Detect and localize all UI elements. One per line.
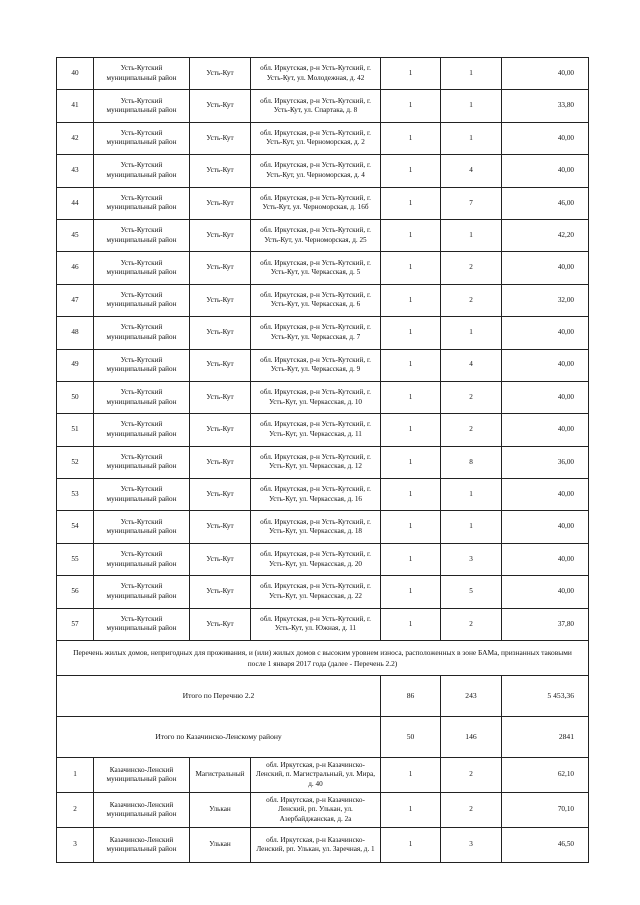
residents-count-cell: 2 (441, 758, 502, 793)
houses-count-cell: 1 (381, 58, 441, 90)
houses-count-cell: 1 (381, 252, 441, 284)
residents-count-cell: 1 (441, 479, 502, 511)
district-cell: Усть-Кутский муниципальный район (94, 219, 190, 251)
residents-count-cell: 2 (441, 252, 502, 284)
district-cell: Усть-Кутский муниципальный район (94, 284, 190, 316)
area-cell: 40,00 (502, 543, 589, 575)
residents-count-cell: 8 (441, 446, 502, 478)
area-cell: 70,10 (502, 793, 589, 828)
residents-count-cell: 1 (441, 122, 502, 154)
district-cell: Усть-Кутский муниципальный район (94, 543, 190, 575)
settlement-cell: Усть-Кут (190, 381, 251, 413)
area-cell: 46,50 (502, 828, 589, 863)
district-cell: Казачинско-Ленский муниципальный район (94, 828, 190, 863)
table-row (57, 284, 589, 316)
residents-count-cell: 1 (441, 90, 502, 122)
area-cell: 33,80 (502, 90, 589, 122)
area-cell: 40,00 (502, 252, 589, 284)
district-cell: Усть-Кутский муниципальный район (94, 576, 190, 608)
table-row (57, 122, 589, 154)
row-number: 47 (57, 284, 94, 316)
residents-count-cell: 7 (441, 187, 502, 219)
total-label: Итого по Перечню 2.2 (57, 676, 381, 717)
settlement-cell: Усть-Кут (190, 58, 251, 90)
row-number: 41 (57, 90, 94, 122)
district-cell: Усть-Кутский муниципальный район (94, 155, 190, 187)
list-total-row (57, 676, 589, 717)
table-row (57, 155, 589, 187)
settlement-cell: Усть-Кут (190, 187, 251, 219)
table-row (57, 381, 589, 413)
address-cell: обл. Иркутская, р-н Казачинско-Ленский, рп. Улькан, ул. Азербайджанская, д. 2а (251, 793, 381, 828)
residents-count-cell: 2 (441, 793, 502, 828)
address-cell: обл. Иркутская, р-н Усть-Кутский, г. Усть-Кут, ул. Черкасская, д. 18 (251, 511, 381, 543)
houses-count-cell: 1 (381, 90, 441, 122)
address-cell: обл. Иркутская, р-н Казачинско-Ленский, рп. Улькан, ул. Заречная, д. 1 (251, 828, 381, 863)
residents-count-cell: 1 (441, 58, 502, 90)
houses-count-cell: 1 (381, 511, 441, 543)
row-number: 1 (57, 758, 94, 793)
houses-count-cell: 1 (381, 479, 441, 511)
area-cell: 40,00 (502, 317, 589, 349)
table-row (57, 446, 589, 478)
district-cell: Усть-Кутский муниципальный район (94, 511, 190, 543)
houses-count-cell: 1 (381, 219, 441, 251)
residents-count-cell: 1 (441, 317, 502, 349)
area-cell: 62,10 (502, 758, 589, 793)
address-cell: обл. Иркутская, р-н Усть-Кутский, г. Усть-Кут, ул. Черноморская, д. 16б (251, 187, 381, 219)
row-number: 43 (57, 155, 94, 187)
address-cell: обл. Иркутская, р-н Усть-Кутский, г. Усть-Кут, ул. Черкасская, д. 6 (251, 284, 381, 316)
address-cell: обл. Иркутская, р-н Усть-Кутский, г. Усть-Кут, ул. Черкасская, д. 9 (251, 349, 381, 381)
address-cell: обл. Иркутская, р-н Усть-Кутский, г. Усть-Кут, ул. Молодежная, д. 42 (251, 58, 381, 90)
table-row (57, 793, 589, 828)
houses-count-cell: 1 (381, 317, 441, 349)
row-number: 50 (57, 381, 94, 413)
row-number: 42 (57, 122, 94, 154)
area-cell: 40,00 (502, 58, 589, 90)
address-cell: обл. Иркутская, р-н Усть-Кутский, г. Усть-Кут, ул. Черкасская, д. 16 (251, 479, 381, 511)
address-cell: обл. Иркутская, р-н Усть-Кутский, г. Усть-Кут, ул. Черкасская, д. 7 (251, 317, 381, 349)
district-cell: Усть-Кутский муниципальный район (94, 122, 190, 154)
houses-count-cell: 1 (381, 155, 441, 187)
row-number: 40 (57, 58, 94, 90)
settlement-cell: Усть-Кут (190, 284, 251, 316)
total-label: Итого по Казачинско-Ленскому району (57, 717, 381, 758)
address-cell: обл. Иркутская, р-н Усть-Кутский, г. Усть-Кут, ул. Спартака, д. 8 (251, 90, 381, 122)
table-row (57, 219, 589, 251)
houses-count-cell: 1 (381, 758, 441, 793)
area-cell: 40,00 (502, 511, 589, 543)
section-note-row (57, 641, 589, 676)
houses-count-cell: 1 (381, 187, 441, 219)
row-number: 51 (57, 414, 94, 446)
area-cell: 40,00 (502, 155, 589, 187)
table-row (57, 187, 589, 219)
district-cell: Казачинско-Ленский муниципальный район (94, 793, 190, 828)
houses-count-cell: 1 (381, 828, 441, 863)
table-row (57, 317, 589, 349)
settlement-cell: Усть-Кут (190, 317, 251, 349)
residents-count-cell: 4 (441, 155, 502, 187)
district-cell: Усть-Кутский муниципальный район (94, 414, 190, 446)
residents-count-cell: 1 (441, 511, 502, 543)
settlement-cell: Усть-Кут (190, 608, 251, 640)
total-houses: 50 (381, 717, 441, 758)
table-body (57, 58, 589, 863)
area-cell: 40,00 (502, 576, 589, 608)
area-cell: 36,00 (502, 446, 589, 478)
row-number: 57 (57, 608, 94, 640)
area-cell: 46,00 (502, 187, 589, 219)
settlement-cell: Усть-Кут (190, 414, 251, 446)
area-cell: 40,00 (502, 381, 589, 413)
district-cell: Усть-Кутский муниципальный район (94, 58, 190, 90)
row-number: 2 (57, 793, 94, 828)
settlement-cell: Усть-Кут (190, 219, 251, 251)
district-cell: Казачинско-Ленский муниципальный район (94, 758, 190, 793)
settlement-cell: Улькан (190, 828, 251, 863)
table-row (57, 576, 589, 608)
district-cell: Усть-Кутский муниципальный район (94, 349, 190, 381)
table-row (57, 349, 589, 381)
table-row (57, 479, 589, 511)
settlement-cell: Усть-Кут (190, 479, 251, 511)
district-cell: Усть-Кутский муниципальный район (94, 446, 190, 478)
total-residents: 146 (441, 717, 502, 758)
area-cell: 40,00 (502, 349, 589, 381)
settlement-cell: Усть-Кут (190, 252, 251, 284)
address-cell: обл. Иркутская, р-н Усть-Кутский, г. Усть-Кут, ул. Южная, д. 11 (251, 608, 381, 640)
district-total-row (57, 717, 589, 758)
residents-count-cell: 1 (441, 219, 502, 251)
row-number: 54 (57, 511, 94, 543)
houses-count-cell: 1 (381, 122, 441, 154)
houses-count-cell: 1 (381, 608, 441, 640)
houses-count-cell: 1 (381, 793, 441, 828)
area-cell: 40,00 (502, 414, 589, 446)
area-cell: 32,00 (502, 284, 589, 316)
section-note: Перечень жилых домов, непригодных для проживания, и (или) жилых домов с высоким уровнем износа, расположенных в зоне БАМа, признанных таковыми после 1 января 2017 года (далее - Перечень 2.2) (57, 641, 589, 676)
district-cell: Усть-Кутский муниципальный район (94, 317, 190, 349)
address-cell: обл. Иркутская, р-н Усть-Кутский, г. Усть-Кут, ул. Черкасская, д. 11 (251, 414, 381, 446)
row-number: 53 (57, 479, 94, 511)
total-area: 2841 (502, 717, 589, 758)
table-row (57, 543, 589, 575)
area-cell: 42,20 (502, 219, 589, 251)
row-number: 49 (57, 349, 94, 381)
total-area: 5 453,36 (502, 676, 589, 717)
settlement-cell: Усть-Кут (190, 90, 251, 122)
settlement-cell: Магистральный (190, 758, 251, 793)
residents-count-cell: 3 (441, 543, 502, 575)
residents-count-cell: 2 (441, 381, 502, 413)
row-number: 48 (57, 317, 94, 349)
residents-count-cell: 3 (441, 828, 502, 863)
table-row (57, 252, 589, 284)
settlement-cell: Усть-Кут (190, 576, 251, 608)
row-number: 52 (57, 446, 94, 478)
houses-count-cell: 1 (381, 576, 441, 608)
address-cell: обл. Иркутская, р-н Усть-Кутский, г. Усть-Кут, ул. Черкасская, д. 5 (251, 252, 381, 284)
table-row (57, 828, 589, 863)
address-cell: обл. Иркутская, р-н Усть-Кутский, г. Усть-Кут, ул. Черкасская, д. 22 (251, 576, 381, 608)
district-cell: Усть-Кутский муниципальный район (94, 187, 190, 219)
settlement-cell: Усть-Кут (190, 122, 251, 154)
address-cell: обл. Иркутская, р-н Усть-Кутский, г. Усть-Кут, ул. Черкасская, д. 10 (251, 381, 381, 413)
houses-count-cell: 1 (381, 349, 441, 381)
district-cell: Усть-Кутский муниципальный район (94, 252, 190, 284)
row-number: 3 (57, 828, 94, 863)
table-row (57, 414, 589, 446)
district-cell: Усть-Кутский муниципальный район (94, 608, 190, 640)
houses-count-cell: 1 (381, 414, 441, 446)
housing-table (56, 57, 589, 863)
address-cell: обл. Иркутская, р-н Усть-Кутский, г. Усть-Кут, ул. Черкасская, д. 12 (251, 446, 381, 478)
row-number: 44 (57, 187, 94, 219)
total-residents: 243 (441, 676, 502, 717)
total-houses: 86 (381, 676, 441, 717)
residents-count-cell: 2 (441, 414, 502, 446)
address-cell: обл. Иркутская, р-н Усть-Кутский, г. Усть-Кут, ул. Черкасская, д. 20 (251, 543, 381, 575)
table-row (57, 758, 589, 793)
row-number: 55 (57, 543, 94, 575)
address-cell: обл. Иркутская, р-н Усть-Кутский, г. Усть-Кут, ул. Черноморская, д. 25 (251, 219, 381, 251)
table-row (57, 608, 589, 640)
row-number: 45 (57, 219, 94, 251)
address-cell: обл. Иркутская, р-н Казачинско-Ленский, п. Магистральный, ул. Мира, д. 40 (251, 758, 381, 793)
table-row (57, 58, 589, 90)
residents-count-cell: 2 (441, 608, 502, 640)
table-row (57, 90, 589, 122)
houses-count-cell: 1 (381, 446, 441, 478)
houses-count-cell: 1 (381, 543, 441, 575)
area-cell: 40,00 (502, 122, 589, 154)
settlement-cell: Усть-Кут (190, 446, 251, 478)
district-cell: Усть-Кутский муниципальный район (94, 479, 190, 511)
settlement-cell: Усть-Кут (190, 511, 251, 543)
district-cell: Усть-Кутский муниципальный район (94, 90, 190, 122)
residents-count-cell: 4 (441, 349, 502, 381)
address-cell: обл. Иркутская, р-н Усть-Кутский, г. Усть-Кут, ул. Черноморская, д. 2 (251, 122, 381, 154)
houses-count-cell: 1 (381, 284, 441, 316)
district-cell: Усть-Кутский муниципальный район (94, 381, 190, 413)
settlement-cell: Усть-Кут (190, 155, 251, 187)
document-page (56, 57, 588, 863)
address-cell: обл. Иркутская, р-н Усть-Кутский, г. Усть-Кут, ул. Черноморская, д. 4 (251, 155, 381, 187)
area-cell: 37,80 (502, 608, 589, 640)
settlement-cell: Усть-Кут (190, 349, 251, 381)
settlement-cell: Усть-Кут (190, 543, 251, 575)
residents-count-cell: 2 (441, 284, 502, 316)
row-number: 56 (57, 576, 94, 608)
row-number: 46 (57, 252, 94, 284)
settlement-cell: Улькан (190, 793, 251, 828)
residents-count-cell: 5 (441, 576, 502, 608)
houses-count-cell: 1 (381, 381, 441, 413)
area-cell: 40,00 (502, 479, 589, 511)
table-row (57, 511, 589, 543)
